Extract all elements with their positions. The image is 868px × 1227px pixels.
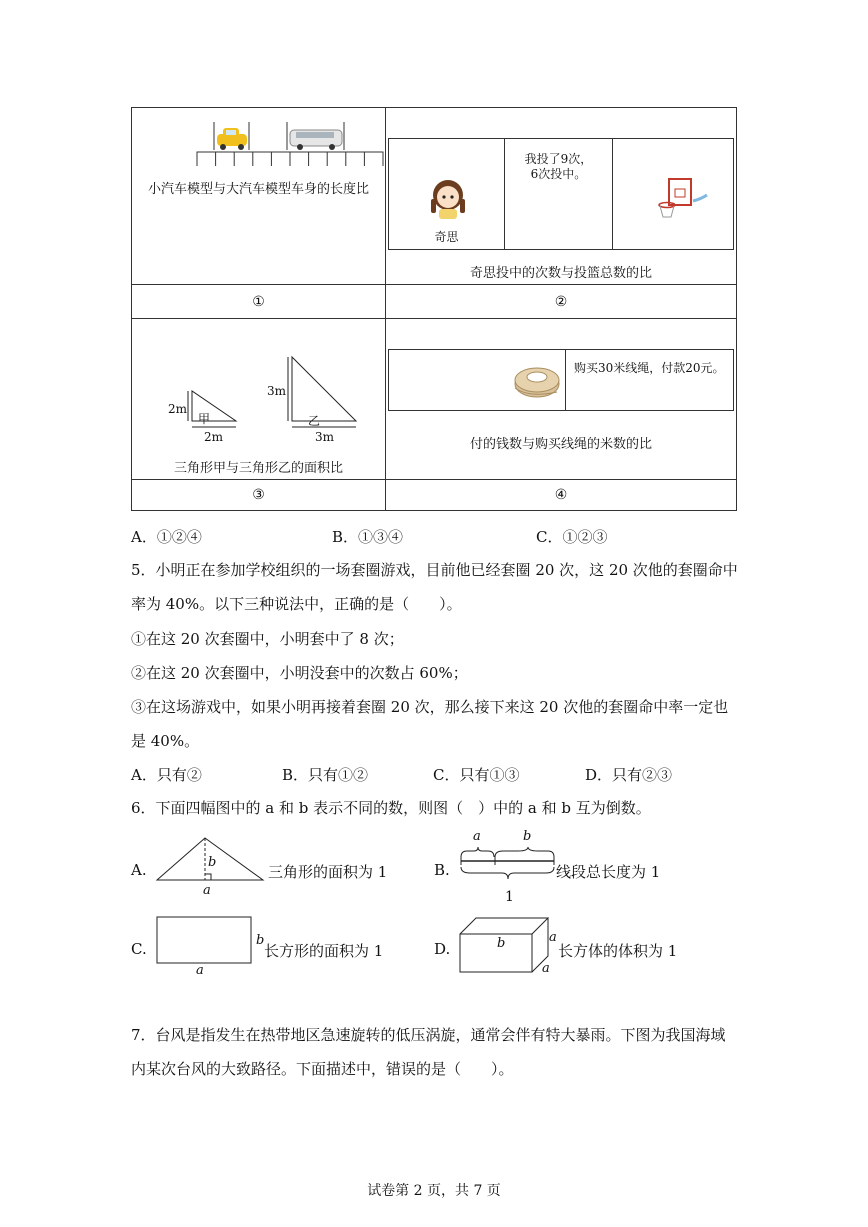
cell4-caption: 付的钱数与购买线绳的米数的比: [469, 437, 652, 452]
q5-statement-2: ②在这 20 次套圈中，小明没套中的次数占 60%；: [131, 664, 468, 682]
q7-line-2: 内某次台风的大致路径。下面描述中，错误的是（ ）。: [131, 1060, 514, 1078]
cars-on-grid-figure: [192, 116, 392, 166]
jia-label: 甲: [198, 412, 211, 426]
q6-a-text: 三角形的面积为 1: [268, 863, 388, 881]
q6-a-a: a: [203, 883, 211, 898]
cell-rope: [386, 319, 737, 480]
q6-d-text: 长方体的体积为 1: [558, 942, 678, 960]
q6-b-a: a: [473, 829, 481, 844]
q5-option-a: A．只有②: [131, 766, 202, 784]
q7-line-1: 7．台风是指发生在热带地区急速旋转的低压涡旋，通常会伴有特大暴雨。下图为我国海域: [131, 1026, 726, 1044]
q6-c-b: b: [256, 933, 265, 948]
q6-b-b: b: [523, 829, 532, 844]
rope-inner-table: [388, 349, 734, 411]
cell-cars: [132, 108, 386, 285]
cell3-caption: 三角形甲与三角形乙的面积比: [173, 461, 343, 476]
girl-cell: [389, 139, 505, 250]
speech-line-1: 我投了9次，: [524, 152, 593, 166]
q5-statement-3b: 是 40%。: [131, 732, 200, 750]
q4-option-b: B．①③④: [332, 528, 404, 546]
q6-d-a-right: a: [549, 930, 557, 945]
rope-purchase-text: 购买30米线绳，付款20元。: [574, 361, 725, 375]
cell2-caption: 奇思投中的次数与投篮总数的比: [469, 266, 652, 281]
rope-text-cell: [566, 350, 734, 411]
yi-height: 3m: [267, 384, 287, 398]
q6-c-text: 长方形的面积为 1: [264, 942, 384, 960]
q6-b-label: B.: [434, 861, 450, 879]
q6-d-label: D.: [434, 940, 451, 958]
yi-label: 乙: [308, 414, 321, 428]
speech-line-2: 6次投中。: [530, 167, 587, 181]
q6-d-a-bottom: a: [542, 961, 550, 976]
girl-illustration: [427, 177, 469, 221]
q4-option-a: A．①②④: [131, 528, 202, 546]
q4-option-c: C．①②③: [536, 528, 608, 546]
q6-b-segment: [458, 845, 558, 889]
cell-basketball: [386, 108, 737, 285]
q5-statement-1: ①在这 20 次套圈中，小明套中了 8 次；: [131, 630, 404, 648]
q6-c-a: a: [196, 963, 204, 978]
q6-stem: 6．下面四幅图中的 a 和 b 表示不同的数，则图（ ）中的 a 和 b 互为倒数。: [131, 799, 651, 817]
label-1: ①: [132, 285, 386, 319]
cell-triangles: [132, 319, 386, 480]
rope-image-cell: [389, 350, 566, 411]
q5-line-1: 5．小明正在参加学校组织的一场套圈游戏，目前他已经套圈 20 次，这 20 次他的套圈命中: [131, 561, 738, 579]
q5-option-b: B．只有①②: [282, 766, 369, 784]
label-3: ③: [132, 480, 386, 511]
cell1-caption: 小汽车模型与大汽车模型车身的长度比: [147, 182, 369, 197]
q6-b-text: 线段总长度为 1: [556, 863, 661, 881]
q6-c-rectangle: [155, 915, 253, 965]
q6-c-label: C.: [131, 940, 147, 958]
page-footer: 试卷第 2 页，共 7 页: [367, 1183, 501, 1199]
q5-option-c: C．只有①③: [433, 766, 520, 784]
q6-a-b: b: [208, 855, 217, 870]
q6-a-label: A.: [131, 861, 147, 879]
jia-height: 2m: [168, 402, 188, 416]
basketball-hoop-icon: [649, 177, 709, 225]
label-4: ④: [386, 480, 737, 511]
hoop-cell: [613, 139, 734, 250]
rope-coil-icon: [509, 358, 565, 402]
basketball-inner-table: [388, 138, 734, 250]
q5-option-d: D．只有②③: [585, 766, 673, 784]
ratio-table: [131, 107, 737, 511]
label-2: ②: [386, 285, 737, 319]
girl-name: 奇思: [434, 230, 459, 244]
q5-statement-3a: ③在这场游戏中，如果小明再接着套圈 20 次，那么接下来这 20 次他的套圈命中率一定也: [131, 698, 729, 716]
speech-cell: [505, 139, 613, 250]
q6-b-total: 1: [505, 889, 514, 905]
q6-d-b: b: [497, 936, 506, 951]
yi-width: 3m: [315, 430, 335, 444]
jia-width: 2m: [204, 430, 224, 444]
q5-line-2: 率为 40%。以下三种说法中，正确的是（ ）。: [131, 595, 462, 613]
